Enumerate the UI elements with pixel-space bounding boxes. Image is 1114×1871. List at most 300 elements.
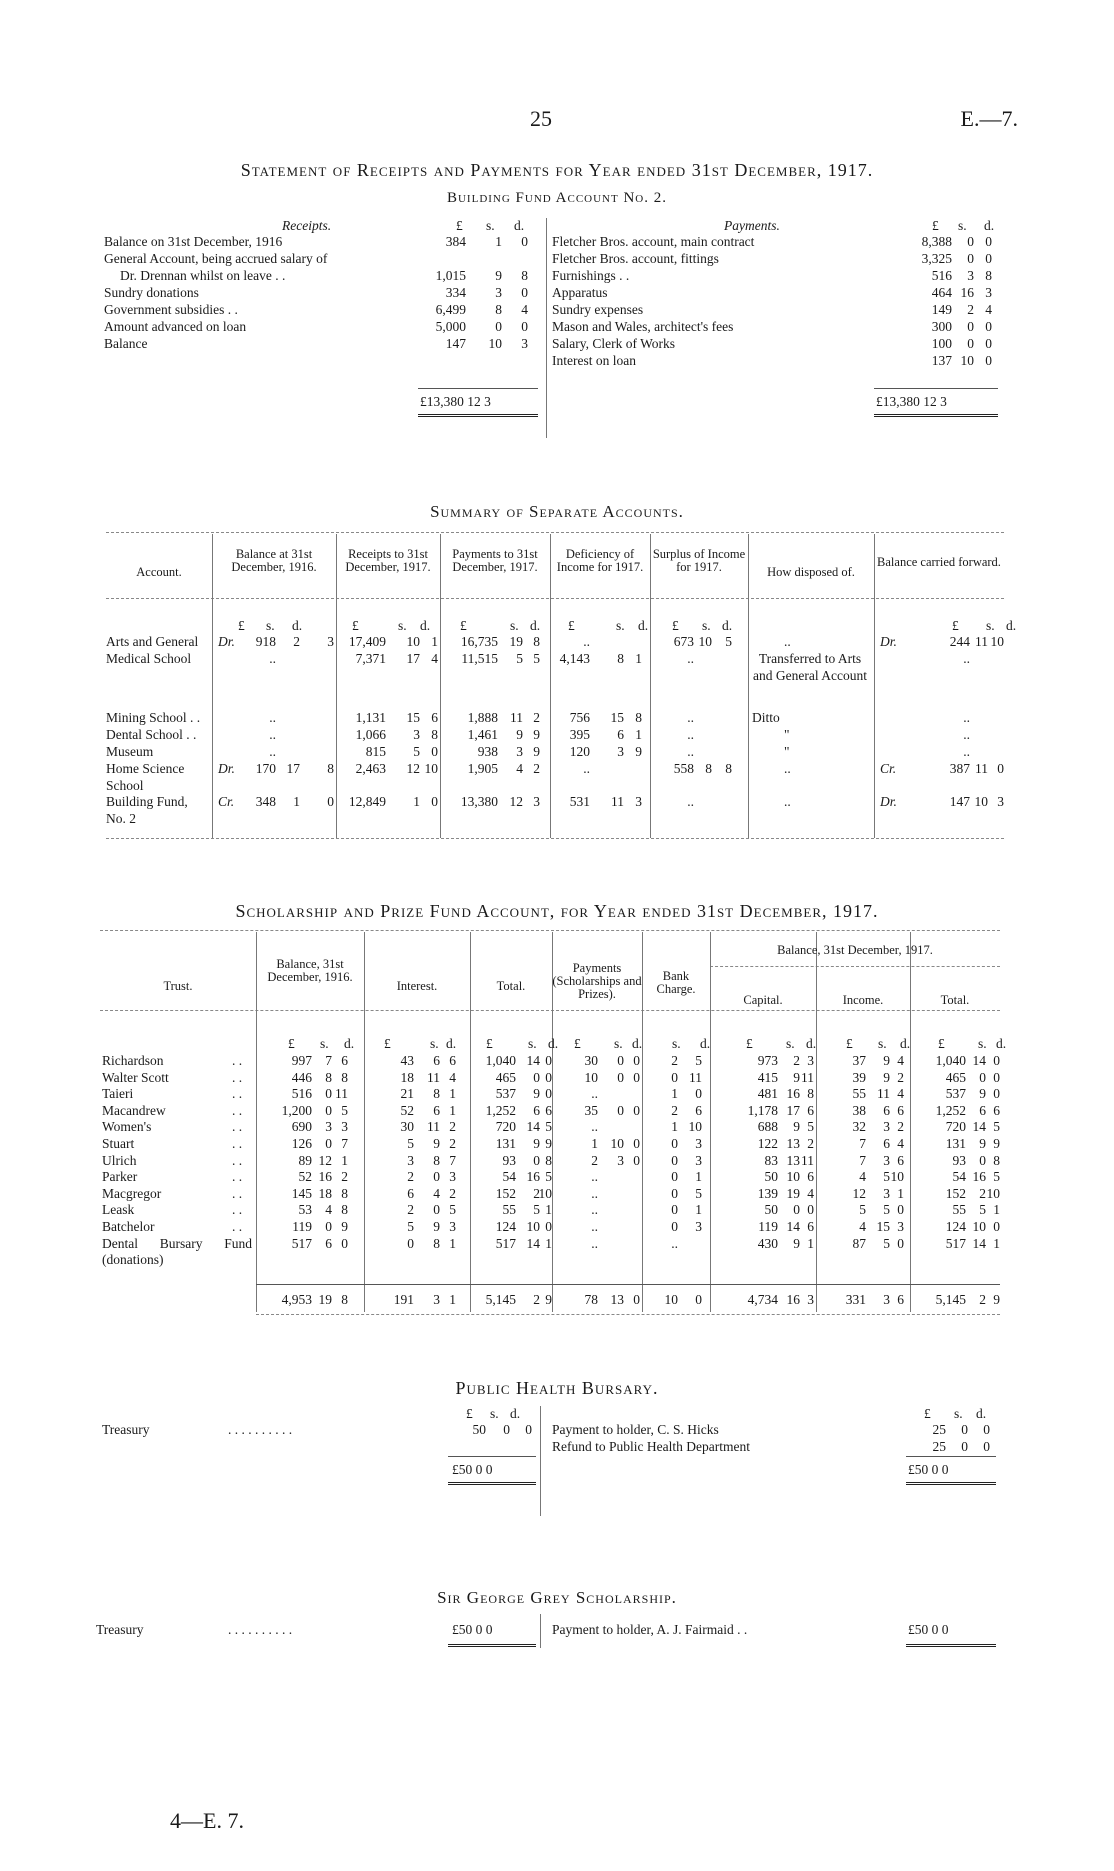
receipts-title: Statement of Receipts and Payments for Year ended 31st December, 1917. <box>240 160 874 180</box>
scholarship-trust-name: Leask <box>102 1202 135 1218</box>
scholarship-cap-pounds: 430 <box>757 1235 778 1251</box>
summary-carried-pounds: 244 <box>949 634 970 649</box>
scholarship-pay-shillings: 0 <box>617 1069 624 1085</box>
scholarship-inc-pence: 10 <box>890 1169 904 1185</box>
scholarship-bal-pounds: 52 <box>298 1169 312 1185</box>
ph-treasury-label: Treasury <box>102 1422 150 1437</box>
payment-label: Fletcher Bros. account, fittings <box>552 251 719 266</box>
summary-payments-shillings: 19 <box>509 634 523 649</box>
scholarship-cap-pence: 3 <box>807 1053 814 1068</box>
scholarship-bal-shillings: 0 <box>325 1102 332 1118</box>
summary-receipts-pounds: 815 <box>365 744 386 759</box>
payment-amount-pounds: 516 <box>931 268 952 283</box>
scholarship-inc-shillings: 5 <box>883 1202 890 1218</box>
payment-amount-shillings: 0 <box>967 251 974 266</box>
scholarship-trust-name: Batchelor <box>102 1219 155 1234</box>
scholarship-bal-pence: 6 <box>341 1053 348 1068</box>
receipt-amount-shillings: 9 <box>495 268 502 283</box>
scholarship-cap-pounds: 83 <box>764 1152 778 1168</box>
currency-head-right: s. <box>958 218 967 233</box>
summary-disposal: " <box>784 744 790 759</box>
scholarship-column-header: Balance, 31st December, 1917. <box>777 943 933 957</box>
scholarship-inc-pence: 4 <box>897 1086 904 1102</box>
summary-currency-head: s. <box>986 618 995 633</box>
scholarship-currency-head: d. <box>900 1036 911 1051</box>
scholarship-int-pounds: 18 <box>400 1069 414 1085</box>
scholarship-bal-pounds: 446 <box>291 1069 312 1085</box>
scholarship-bal-shillings: 0 <box>325 1136 332 1151</box>
summary-deficiency-pounds: 4,143 <box>559 651 590 666</box>
summary-payments-pounds: 13,380 <box>460 794 498 809</box>
scholarship-leader: . . <box>232 1202 243 1218</box>
scholarship-bal-pence: 7 <box>341 1136 348 1151</box>
scholarship-column-header: Income. <box>842 993 884 1007</box>
summary-col-rule <box>440 534 441 838</box>
scholarship-bal-shillings: 3 <box>325 1119 332 1135</box>
summary-payments-pounds: 1,905 <box>467 761 498 776</box>
summary-surplus-pounds: .. <box>687 727 694 742</box>
summary-deficiency-pounds: 120 <box>569 744 590 759</box>
scholarship-total-tot2-shillings: 2 <box>979 1292 986 1307</box>
ph-currency-head-right: £ <box>924 1406 931 1421</box>
scholarship-inc-shillings: 15 <box>876 1219 890 1234</box>
scholarship-inc-pence: 2 <box>897 1119 904 1135</box>
summary-payments-pence: 8 <box>533 634 540 649</box>
scholarship-inc-pence: 4 <box>897 1136 904 1151</box>
scholarship-tot-pence: 9 <box>545 1136 552 1151</box>
total-rule-left <box>418 388 538 389</box>
summary-deficiency-pence: 3 <box>635 794 642 809</box>
scholarship-trust-name: Ulrich <box>102 1152 137 1168</box>
scholarship-tot2-pounds: 1,040 <box>935 1053 966 1068</box>
summary-carried-pounds: 147 <box>949 794 970 809</box>
scholarship-bal-pence: 11 <box>335 1086 348 1102</box>
scholarship-cap-shillings: 2 <box>793 1053 800 1068</box>
scholarship-currency-head: £ <box>574 1036 581 1051</box>
scholarship-tot-pounds: 55 <box>502 1202 516 1218</box>
scholarship-tot-pounds: 1,252 <box>485 1102 516 1118</box>
summary-balance-pence: 8 <box>327 761 334 776</box>
summary-carried-shillings: 11 <box>975 634 988 649</box>
ph-payment-label: Payment to holder, C. S. Hicks <box>552 1422 719 1437</box>
scholarship-total-tot-shillings: 2 <box>533 1292 540 1307</box>
summary-receipts-pounds: 7,371 <box>355 651 386 666</box>
scholarship-int-shillings: 6 <box>433 1102 440 1118</box>
scholarship-currency-head: s. <box>528 1036 537 1051</box>
ph-payment-amount-pence: 0 <box>983 1439 990 1454</box>
scholarship-inc-pence: 0 <box>897 1202 904 1218</box>
receipt-amount-pence: 0 <box>521 234 528 249</box>
summary-receipts-pence: 10 <box>424 761 438 776</box>
scholarship-pay-pence: 0 <box>633 1152 640 1168</box>
scholarship-tot2-pence: 6 <box>993 1102 1000 1118</box>
payment-amount-shillings: 16 <box>960 285 974 300</box>
scholarship-top-rule <box>100 930 1000 931</box>
summary-receipts-shillings: 12 <box>406 761 420 776</box>
total-double-rule-right <box>874 414 998 417</box>
scholarship-tot-pence: 10 <box>538 1185 552 1201</box>
scholarship-currency-head: d. <box>344 1036 355 1051</box>
scholarship-cap-pounds: 50 <box>764 1169 778 1185</box>
summary-balance-pounds: 348 <box>255 794 276 809</box>
scholarship-int-pence: 3 <box>449 1219 456 1234</box>
summary-surplus-shillings: 10 <box>698 634 712 649</box>
summary-surplus-pence: 8 <box>725 761 732 776</box>
scholarship-inc-pence: 4 <box>897 1053 904 1068</box>
summary-payments-pence: 5 <box>533 651 540 666</box>
summary-deficiency-pounds: 395 <box>569 727 590 742</box>
payment-amount-shillings: 0 <box>967 234 974 249</box>
scholarship-cap-pence: 6 <box>807 1102 814 1118</box>
receipt-label: General Account, being accrued salary of <box>104 251 328 266</box>
scholarship-tot2-pounds: 537 <box>945 1086 966 1102</box>
scholarship-bal-shillings: 0 <box>325 1086 332 1102</box>
summary-column-header: Deficiency of Income for 1917. <box>556 547 644 574</box>
scholarship-cap-pounds: 139 <box>757 1185 778 1201</box>
scholarship-tot-shillings: 9 <box>533 1086 540 1102</box>
payment-amount-pence: 0 <box>985 336 992 351</box>
scholarship-cap-shillings: 19 <box>786 1185 800 1201</box>
payment-amount-shillings: 0 <box>967 319 974 334</box>
summary-carried-pounds: .. <box>963 710 970 725</box>
receipt-amount-shillings: 0 <box>495 319 502 334</box>
scholarship-bal-pounds: 997 <box>291 1053 312 1068</box>
payment-amount-pence: 0 <box>985 319 992 334</box>
summary-currency-head: £ <box>568 618 575 633</box>
scholarship-tot-pounds: 152 <box>495 1185 516 1201</box>
scholarship-inc-shillings: 3 <box>883 1119 890 1135</box>
scholarship-total-tot-pence: 9 <box>545 1292 552 1307</box>
scholarship-bank-pence: 1 <box>695 1202 702 1218</box>
scholarship-column-header: Total. <box>940 993 970 1007</box>
payment-amount-shillings: 3 <box>967 268 974 283</box>
summary-balance-shillings: 2 <box>293 634 300 649</box>
summary-deficiency-shillings: 3 <box>617 744 624 759</box>
scholarship-trust-name: Stuart <box>102 1136 135 1151</box>
scholarship-bank-pence: 3 <box>695 1136 702 1151</box>
payment-label: Interest on loan <box>552 353 636 368</box>
scholarship-total-bal-shillings: 19 <box>318 1292 332 1307</box>
scholarship-tot-pounds: 1,040 <box>485 1053 516 1068</box>
summary-receipts-shillings: 5 <box>413 744 420 759</box>
payment-amount-pounds: 3,325 <box>921 251 952 266</box>
scholarship-tot-pounds: 54 <box>502 1169 516 1185</box>
scholarship-int-shillings: 8 <box>433 1235 440 1251</box>
ph-payment-label: Refund to Public Health Department <box>552 1439 750 1454</box>
summary-receipts-pence: 1 <box>431 634 438 649</box>
scholarship-tot2-pounds: 124 <box>945 1219 966 1234</box>
scholarship-pay-pounds: .. <box>591 1235 598 1251</box>
summary-bottom-rule <box>106 838 1004 839</box>
scholarship-cap-pounds: 973 <box>757 1053 778 1068</box>
scholarship-tot2-shillings: 0 <box>979 1152 986 1168</box>
scholarship-total-cap-pounds: 4,734 <box>747 1292 778 1307</box>
scholarship-cap-shillings: 9 <box>793 1235 800 1251</box>
summary-balance-pence: 3 <box>327 634 334 649</box>
summary-carried-prefix: Dr. <box>880 794 897 809</box>
scholarship-tot-shillings: 0 <box>533 1069 540 1085</box>
scholarship-bal-pence: 1 <box>341 1152 348 1168</box>
summary-col-rule <box>650 534 651 838</box>
summary-balance-pounds: .. <box>269 710 276 725</box>
summary-payments-shillings: 4 <box>516 761 523 776</box>
summary-column-header: Balance carried forward. <box>877 555 1001 569</box>
scholarship-currency-head: d. <box>446 1036 457 1051</box>
receipts-total: £13,380 12 3 <box>420 394 491 409</box>
summary-top-rule <box>106 532 1004 533</box>
summary-carried-pounds: 387 <box>949 761 970 776</box>
grey-payment-amount: £50 0 0 <box>908 1622 949 1637</box>
payment-label: Salary, Clerk of Works <box>552 336 676 351</box>
summary-receipts-pounds: 17,409 <box>348 634 386 649</box>
scholarship-bal-pounds: 89 <box>298 1152 312 1168</box>
scholarship-tot2-pence: 10 <box>986 1185 1000 1201</box>
scholarship-cap-pence: 11 <box>801 1069 814 1085</box>
scholarship-column-header: Balance, 31st December, 1916. <box>267 957 353 984</box>
scholarship-pay-pounds: 10 <box>584 1069 598 1085</box>
scholarship-inc-pounds: 12 <box>852 1185 866 1201</box>
scholarship-inc-pence: 1 <box>897 1185 904 1201</box>
ph-double-left <box>448 1482 536 1485</box>
scholarship-leader: . . <box>232 1086 243 1102</box>
receipt-amount-pence: 3 <box>521 336 528 351</box>
summary-carried-pence: 0 <box>997 761 1004 776</box>
summary-currency-head: £ <box>952 618 959 633</box>
receipt-amount-pounds: 147 <box>445 336 466 351</box>
grey-double-right <box>906 1644 996 1647</box>
scholarship-trust-name: Macgregor <box>102 1185 162 1201</box>
scholarship-bank-pence: 3 <box>695 1152 702 1168</box>
summary-balance-pounds: 918 <box>255 634 276 649</box>
scholarship-tot2-shillings: 9 <box>979 1136 986 1151</box>
summary-deficiency-pounds: 531 <box>569 794 590 809</box>
summary-account-name: Mining School . . <box>106 710 201 725</box>
scholarship-trust-name: Macandrew <box>102 1102 166 1118</box>
scholarship-tot-pence: 5 <box>545 1169 552 1185</box>
summary-payments-pounds: 938 <box>477 744 498 759</box>
scholarship-cap-shillings: 9 <box>793 1119 800 1135</box>
summary-col-rule <box>748 534 749 838</box>
scholarship-total-inc-pounds: 331 <box>845 1292 866 1307</box>
page-footer: 4—E. 7. <box>170 1808 244 1833</box>
summary-disposal: .. <box>784 634 791 649</box>
scholarship-cap-pence: 5 <box>807 1119 814 1135</box>
scholarship-tot2-pence: 0 <box>993 1086 1000 1102</box>
summary-currency-head: £ <box>460 618 467 633</box>
payment-amount-shillings: 0 <box>967 336 974 351</box>
scholarship-int-shillings: 8 <box>433 1086 440 1102</box>
summary-carried-shillings: 11 <box>975 761 988 776</box>
scholarship-tot-shillings: 6 <box>533 1102 540 1118</box>
summary-balance-prefix: Cr. <box>218 794 235 809</box>
scholarship-cap-pence: 6 <box>807 1219 814 1234</box>
scholarship-tot-shillings: 14 <box>526 1235 540 1251</box>
ph-treasury-amount-pence: 0 <box>525 1422 532 1437</box>
scholarship-total-rule <box>256 1284 1000 1285</box>
scholarship-bal-pence: 5 <box>341 1102 348 1118</box>
summary-column-header: Payments to 31st December, 1917. <box>452 547 538 574</box>
ph-currency-head-left: d. <box>510 1406 521 1421</box>
receipt-amount-pounds: 6,499 <box>435 302 466 317</box>
scholarship-total-bank-pence: 0 <box>695 1292 702 1307</box>
scholarship-bal-pounds: 690 <box>291 1119 312 1135</box>
scholarship-pay-pounds: 1 <box>591 1136 598 1151</box>
scholarship-pay-shillings: 3 <box>617 1152 624 1168</box>
scholarship-total-tot-pounds: 5,145 <box>485 1292 516 1307</box>
scholarship-bal-pence: 0 <box>341 1235 348 1251</box>
summary-disposal: " <box>784 727 790 742</box>
scholarship-bank-shillings: .. <box>671 1235 678 1251</box>
payment-label: Furnishings . . <box>552 268 630 283</box>
total-double-rule-left <box>418 414 538 417</box>
scholarship-tot-pence: 0 <box>545 1069 552 1085</box>
scholarship-total-int-pence: 1 <box>449 1292 456 1307</box>
summary-disposal: Transferred to Arts and General Account <box>753 651 867 683</box>
scholarship-currency-head: £ <box>486 1036 493 1051</box>
summary-balance-shillings: 1 <box>293 794 300 809</box>
receipt-label: Sundry donations <box>104 285 199 300</box>
scholarship-int-pounds: 21 <box>400 1086 414 1102</box>
summary-currency-head: £ <box>352 618 359 633</box>
scholarship-leader: . . <box>232 1219 243 1234</box>
scholarship-leader: . . <box>232 1152 243 1168</box>
scholarship-currency-head: £ <box>938 1036 945 1051</box>
scholarship-bank-shillings: 0 <box>671 1069 678 1085</box>
scholarship-currency-head: d. <box>548 1036 559 1051</box>
receipt-amount-pounds: 5,000 <box>435 319 466 334</box>
scholarship-tot2-pounds: 720 <box>945 1119 966 1135</box>
scholarship-inc-pence: 3 <box>897 1219 904 1234</box>
scholarship-tot-pence: 1 <box>545 1202 552 1218</box>
ph-currency-head-right: d. <box>976 1406 987 1421</box>
receipt-amount-shillings: 3 <box>495 285 502 300</box>
scholarship-tot2-pounds: 131 <box>945 1136 966 1151</box>
scholarship-tot-shillings: 2 <box>533 1185 540 1201</box>
scholarship-bank-shillings: 0 <box>671 1202 678 1218</box>
scholarship-cap-shillings: 0 <box>793 1202 800 1218</box>
scholarship-int-shillings: 9 <box>433 1136 440 1151</box>
scholarship-pay-pounds: .. <box>591 1119 598 1135</box>
grey-divider <box>540 1614 541 1648</box>
scholarship-leader: . . <box>232 1169 243 1185</box>
scholarship-int-pence: 1 <box>449 1102 456 1118</box>
scholarship-sub-rule <box>710 966 1000 967</box>
scholarship-bank-shillings: 0 <box>671 1169 678 1185</box>
total-rule-right <box>874 388 998 389</box>
scholarship-tot2-pence: 9 <box>993 1136 1000 1151</box>
scholarship-inc-pounds: 37 <box>852 1053 866 1068</box>
scholarship-tot2-shillings: 5 <box>979 1202 986 1218</box>
payments-total: £13,380 12 3 <box>876 394 947 409</box>
scholarship-bal-shillings: 12 <box>318 1152 332 1168</box>
summary-account-name: Museum <box>106 744 154 759</box>
summary-receipts-pence: 6 <box>431 710 438 725</box>
scholarship-tot-pounds: 465 <box>495 1069 516 1085</box>
scholarship-trust-name: Women's <box>102 1119 152 1135</box>
summary-currency-head: s. <box>616 618 625 633</box>
scholarship-bal-pounds: 1,200 <box>281 1102 312 1118</box>
scholarship-bank-pence: 5 <box>695 1185 702 1201</box>
summary-surplus-pounds: .. <box>687 710 694 725</box>
ph-treasury-amount-shillings: 0 <box>503 1422 510 1437</box>
scholarship-bank-pence: 1 <box>695 1169 702 1185</box>
payment-label: Fletcher Bros. account, main contract <box>552 234 755 249</box>
scholarship-inc-pounds: 7 <box>859 1136 866 1151</box>
receipt-amount-pence: 0 <box>521 319 528 334</box>
scholarship-bal-pence: 9 <box>341 1219 348 1234</box>
receipt-amount-pence: 4 <box>521 302 528 317</box>
ph-payment-amount-shillings: 0 <box>961 1422 968 1437</box>
summary-account-name: Medical School <box>106 651 192 666</box>
scholarship-cap-pence: 11 <box>801 1152 814 1168</box>
scholarship-bal-pounds: 126 <box>291 1136 312 1151</box>
scholarship-bottom-rule <box>256 1314 1000 1315</box>
scholarship-pay-pounds: .. <box>591 1086 598 1102</box>
scholarship-tot-pounds: 517 <box>495 1235 516 1251</box>
scholarship-currency-head: £ <box>384 1036 391 1051</box>
scholarship-bal-pounds: 119 <box>292 1219 312 1234</box>
scholarship-int-pence: 7 <box>449 1152 456 1168</box>
scholarship-cap-shillings: 16 <box>786 1086 800 1102</box>
scholarship-bank-shillings: 0 <box>671 1185 678 1201</box>
ph-currency-head-left: s. <box>490 1406 499 1421</box>
scholarship-pay-shillings: 0 <box>617 1053 624 1068</box>
ph-leader: . . . . . . . . . . <box>228 1422 293 1437</box>
public-health-title: Public Health Bursary. <box>455 1378 659 1398</box>
summary-balance-prefix: Dr. <box>218 634 235 649</box>
summary-account-name: Arts and General <box>106 634 199 649</box>
summary-balance-prefix: Dr. <box>218 761 235 776</box>
summary-currency-head: s. <box>398 618 407 633</box>
scholarship-tot2-shillings: 14 <box>972 1235 986 1251</box>
summary-receipts-pence: 4 <box>431 651 438 666</box>
scholarship-pay-pounds: .. <box>591 1169 598 1185</box>
payment-label: Sundry expenses <box>552 302 644 317</box>
scholarship-cap-shillings: 14 <box>786 1219 800 1234</box>
payment-amount-pounds: 100 <box>931 336 952 351</box>
payment-amount-pence: 0 <box>985 353 992 368</box>
summary-account-name: Home Science School <box>106 761 185 793</box>
scholarship-bal-shillings: 18 <box>318 1185 332 1201</box>
scholarship-inc-pounds: 4 <box>859 1169 866 1185</box>
payment-amount-pence: 3 <box>985 285 992 300</box>
ph-payment-amount-shillings: 0 <box>961 1439 968 1454</box>
summary-balance-shillings: 17 <box>286 761 300 776</box>
scholarship-tot2-pence: 1 <box>993 1235 1000 1251</box>
scholarship-currency-head: s. <box>430 1036 439 1051</box>
summary-deficiency-shillings: 11 <box>611 794 624 809</box>
scholarship-bal-pounds: 145 <box>291 1185 312 1201</box>
payment-amount-pounds: 300 <box>931 319 952 334</box>
payment-amount-pence: 4 <box>985 302 992 317</box>
scholarship-int-pounds: 43 <box>400 1053 414 1068</box>
scholarship-tot-shillings: 10 <box>526 1219 540 1234</box>
scholarship-currency-head: £ <box>846 1036 853 1051</box>
scholarship-column-header: Total. <box>496 979 526 993</box>
scholarship-currency-head: s. <box>320 1036 329 1051</box>
summary-receipts-shillings: 15 <box>406 710 420 725</box>
scholarship-pay-pounds: 30 <box>584 1053 598 1068</box>
scholarship-int-shillings: 4 <box>433 1185 440 1201</box>
summary-payments-pence: 9 <box>533 727 540 742</box>
summary-header-rule <box>106 598 1004 599</box>
scholarship-tot-shillings: 5 <box>533 1202 540 1218</box>
scholarship-tot-pence: 8 <box>545 1152 552 1168</box>
scholarship-tot-shillings: 9 <box>533 1136 540 1151</box>
summary-carried-shillings: 10 <box>974 794 988 809</box>
summary-receipts-pence: 8 <box>431 727 438 742</box>
summary-deficiency-shillings: 15 <box>610 710 624 725</box>
